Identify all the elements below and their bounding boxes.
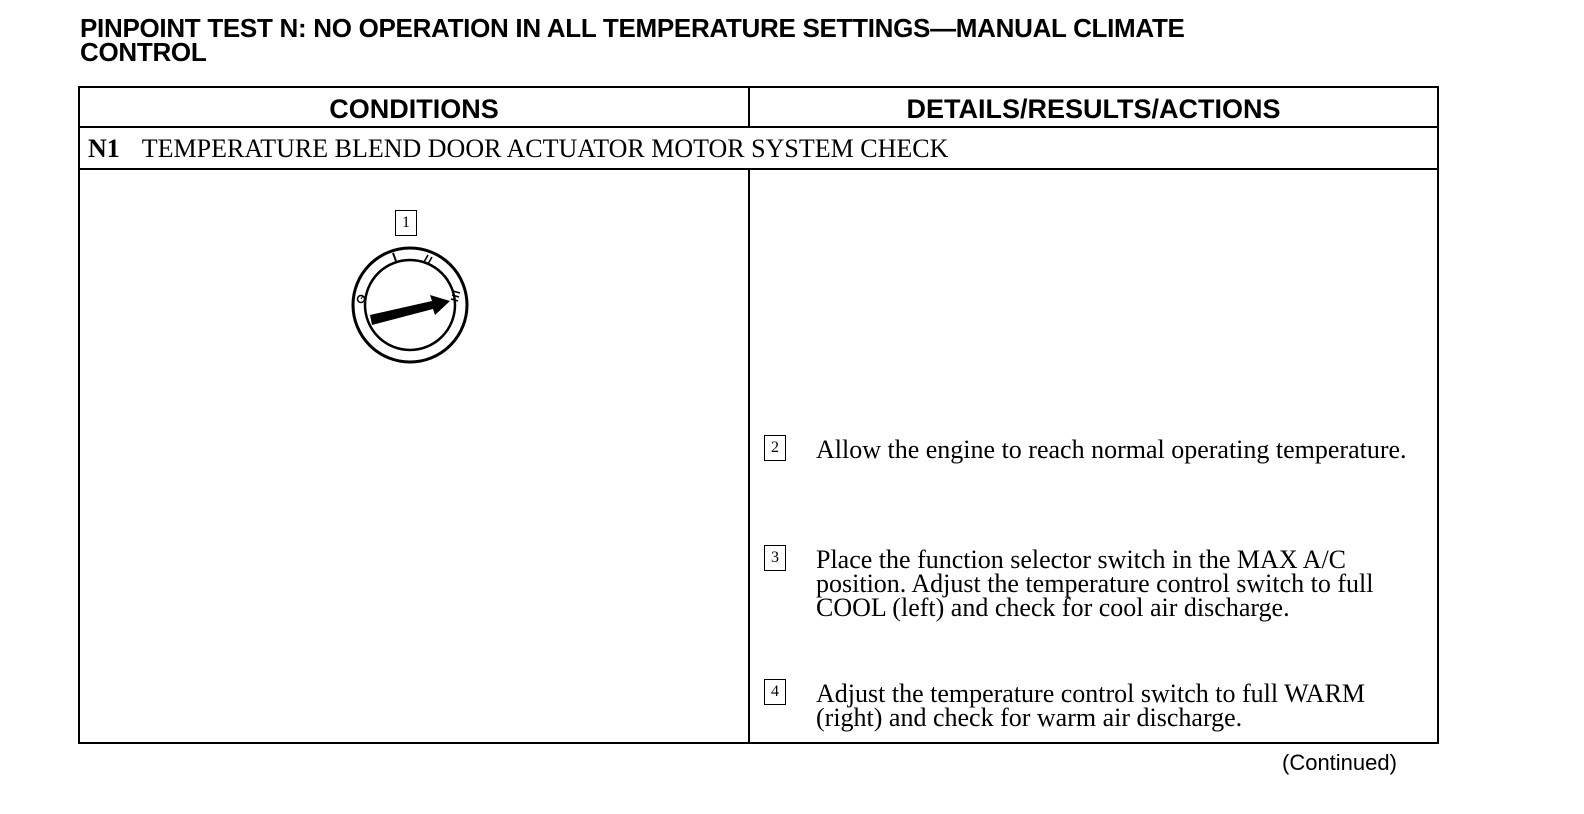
title-line-1: PINPOINT TEST N: NO OPERATION IN ALL TEMPERATURE SETTINGS—MANUAL CLIMATE — [80, 13, 1185, 43]
column-divider-header — [748, 88, 750, 128]
section-divider — [80, 168, 1437, 170]
section-row — [88, 128, 948, 168]
ignition-switch-icon — [350, 243, 470, 365]
step-box-3: 3 — [764, 545, 786, 571]
step-2-text: Allow the engine to reach normal operating temperature. — [816, 435, 1407, 464]
step-box-2: 2 — [764, 435, 786, 461]
section-number: N1 — [88, 134, 120, 163]
page-title — [80, 13, 1480, 67]
step-box-1: 1 — [395, 210, 417, 236]
step-4-text: Adjust the temperature control switch to full WARM (right) and check for warm air discharge. — [816, 679, 1366, 732]
section-title: TEMPERATURE BLEND DOOR ACTUATOR MOTOR SYSTEM CHECK — [141, 134, 949, 163]
continued-label: (Continued) — [1282, 750, 1397, 775]
conditions-header: CONDITIONS — [329, 94, 499, 124]
step-box-4: 4 — [764, 679, 786, 705]
column-divider-body — [748, 170, 750, 742]
pinpoint-test-table — [78, 86, 1439, 744]
step-3-text: Place the function selector switch in the MAX A/C position. Adjust the temperature control switch to full COOL (left) and check for cool air discharge. — [816, 545, 1374, 622]
details-header: DETAILS/RESULTS/ACTIONS — [906, 94, 1281, 124]
title-line-2: CONTROL — [80, 37, 207, 67]
